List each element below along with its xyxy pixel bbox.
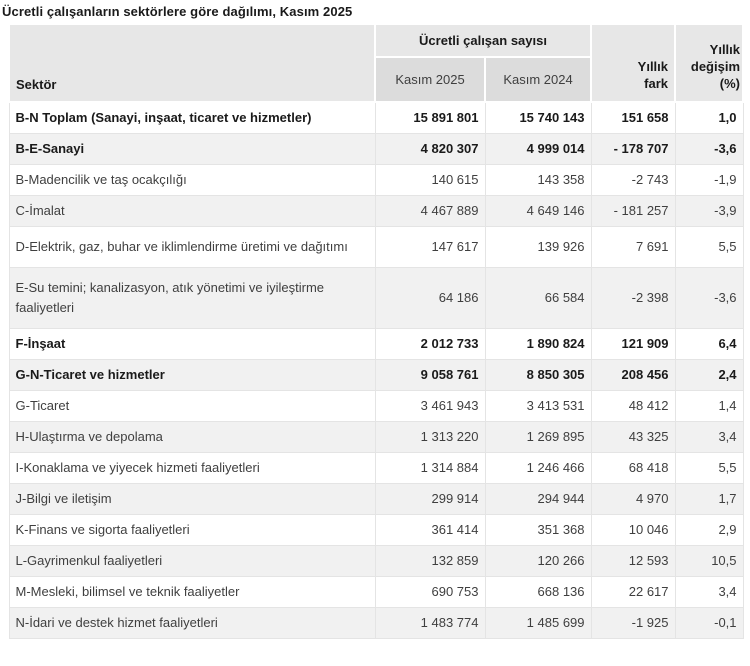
annual-change-pct-cell: 3,4	[675, 422, 743, 453]
sector-cell: K-Finans ve sigorta faaliyetleri	[9, 515, 375, 546]
sector-cell: I-Konaklama ve yiyecek hizmeti faaliyetleri	[9, 453, 375, 484]
table-row	[9, 329, 743, 360]
count-nov-2025-cell: 1 483 774	[375, 608, 485, 639]
count-nov-2024-cell: 139 926	[485, 227, 591, 268]
count-nov-2024-cell: 294 944	[485, 484, 591, 515]
count-nov-2024-cell: 1 890 824	[485, 329, 591, 360]
count-nov-2025-cell: 1 314 884	[375, 453, 485, 484]
count-nov-2024-cell: 4 649 146	[485, 196, 591, 227]
annual-change-pct-cell: 5,5	[675, 227, 743, 268]
table-row	[9, 134, 743, 165]
annual-change-pct-cell: 10,5	[675, 546, 743, 577]
annual-change-pct-cell: 3,4	[675, 577, 743, 608]
sector-cell: B-Madencilik ve taş ocakçılığı	[9, 165, 375, 196]
sector-cell: F-İnşaat	[9, 329, 375, 360]
sector-cell: B-N Toplam (Sanayi, inşaat, ticaret ve hizmetler)	[9, 102, 375, 134]
annual-difference-cell: - 178 707	[591, 134, 675, 165]
sector-cell: H-Ulaştırma ve depolama	[9, 422, 375, 453]
count-nov-2025-cell: 2 012 733	[375, 329, 485, 360]
col-header-nov-2025: Kasım 2025	[375, 57, 485, 102]
col-header-sektor: Sektör	[9, 24, 375, 102]
annual-difference-cell: 48 412	[591, 391, 675, 422]
count-nov-2024-cell: 120 266	[485, 546, 591, 577]
table-row	[9, 608, 743, 639]
annual-difference-cell: 43 325	[591, 422, 675, 453]
count-nov-2025-cell: 64 186	[375, 268, 485, 329]
annual-difference-cell: 121 909	[591, 329, 675, 360]
count-nov-2025-cell: 3 461 943	[375, 391, 485, 422]
count-nov-2025-cell: 132 859	[375, 546, 485, 577]
table-row	[9, 515, 743, 546]
count-nov-2024-cell: 4 999 014	[485, 134, 591, 165]
header-row-1	[9, 24, 743, 57]
count-nov-2025-cell: 690 753	[375, 577, 485, 608]
annual-change-pct-cell: 2,4	[675, 360, 743, 391]
annual-difference-cell: 7 691	[591, 227, 675, 268]
annual-difference-cell: -2 743	[591, 165, 675, 196]
annual-difference-cell: 68 418	[591, 453, 675, 484]
table-row	[9, 102, 743, 134]
sector-cell: M-Mesleki, bilimsel ve teknik faaliyetler	[9, 577, 375, 608]
annual-change-pct-cell: -3,9	[675, 196, 743, 227]
sector-cell: E-Su temini; kanalizasyon, atık yönetimi ve iyileştirme faaliyetleri	[9, 268, 375, 329]
annual-change-pct-cell: -0,1	[675, 608, 743, 639]
count-nov-2025-cell: 140 615	[375, 165, 485, 196]
annual-difference-cell: -1 925	[591, 608, 675, 639]
annual-change-pct-cell: 6,4	[675, 329, 743, 360]
sector-cell: G-N-Ticaret ve hizmetler	[9, 360, 375, 391]
sector-cell: D-Elektrik, gaz, buhar ve iklimlendirme üretimi ve dağıtımı	[9, 227, 375, 268]
annual-change-pct-cell: 2,9	[675, 515, 743, 546]
col-header-annual-change-pct: Yıllık değişim (%)	[675, 24, 743, 102]
count-nov-2024-cell: 1 246 466	[485, 453, 591, 484]
count-nov-2025-cell: 4 820 307	[375, 134, 485, 165]
count-nov-2025-cell: 15 891 801	[375, 102, 485, 134]
table-row	[9, 360, 743, 391]
count-nov-2025-cell: 9 058 761	[375, 360, 485, 391]
count-nov-2025-cell: 1 313 220	[375, 422, 485, 453]
table-row	[9, 577, 743, 608]
count-nov-2024-cell: 8 850 305	[485, 360, 591, 391]
count-nov-2024-cell: 668 136	[485, 577, 591, 608]
annual-difference-cell: 208 456	[591, 360, 675, 391]
annual-difference-cell: -2 398	[591, 268, 675, 329]
count-nov-2025-cell: 4 467 889	[375, 196, 485, 227]
sector-cell: N-İdari ve destek hizmet faaliyetleri	[9, 608, 375, 639]
count-nov-2025-cell: 361 414	[375, 515, 485, 546]
annual-difference-cell: - 181 257	[591, 196, 675, 227]
count-nov-2024-cell: 66 584	[485, 268, 591, 329]
count-nov-2024-cell: 15 740 143	[485, 102, 591, 134]
sector-employment-table	[8, 23, 744, 639]
col-header-paid-employee-count: Ücretli çalışan sayısı	[375, 24, 591, 57]
table-row	[9, 227, 743, 268]
sector-cell: G-Ticaret	[9, 391, 375, 422]
annual-difference-cell: 151 658	[591, 102, 675, 134]
table-row	[9, 165, 743, 196]
col-header-annual-difference: Yıllık fark	[591, 24, 675, 102]
count-nov-2024-cell: 351 368	[485, 515, 591, 546]
page-title: Ücretli çalışanların sektörlere göre dağılımı, Kasım 2025	[2, 4, 353, 19]
table-body	[9, 102, 743, 639]
table-row	[9, 484, 743, 515]
table-row	[9, 196, 743, 227]
col-header-nov-2024: Kasım 2024	[485, 57, 591, 102]
count-nov-2024-cell: 3 413 531	[485, 391, 591, 422]
table-row	[9, 422, 743, 453]
annual-difference-cell: 4 970	[591, 484, 675, 515]
count-nov-2025-cell: 299 914	[375, 484, 485, 515]
annual-change-pct-cell: -3,6	[675, 134, 743, 165]
annual-change-pct-cell: 1,0	[675, 102, 743, 134]
annual-change-pct-cell: 5,5	[675, 453, 743, 484]
annual-change-pct-cell: -3,6	[675, 268, 743, 329]
annual-difference-cell: 12 593	[591, 546, 675, 577]
count-nov-2024-cell: 1 269 895	[485, 422, 591, 453]
annual-difference-cell: 10 046	[591, 515, 675, 546]
sector-cell: C-İmalat	[9, 196, 375, 227]
sector-cell: L-Gayrimenkul faaliyetleri	[9, 546, 375, 577]
annual-change-pct-cell: 1,4	[675, 391, 743, 422]
sector-cell: J-Bilgi ve iletişim	[9, 484, 375, 515]
table-row	[9, 391, 743, 422]
table-row	[9, 268, 743, 329]
table-row	[9, 546, 743, 577]
sector-cell: B-E-Sanayi	[9, 134, 375, 165]
annual-change-pct-cell: -1,9	[675, 165, 743, 196]
count-nov-2024-cell: 143 358	[485, 165, 591, 196]
annual-change-pct-cell: 1,7	[675, 484, 743, 515]
table-row	[9, 453, 743, 484]
count-nov-2025-cell: 147 617	[375, 227, 485, 268]
count-nov-2024-cell: 1 485 699	[485, 608, 591, 639]
annual-difference-cell: 22 617	[591, 577, 675, 608]
